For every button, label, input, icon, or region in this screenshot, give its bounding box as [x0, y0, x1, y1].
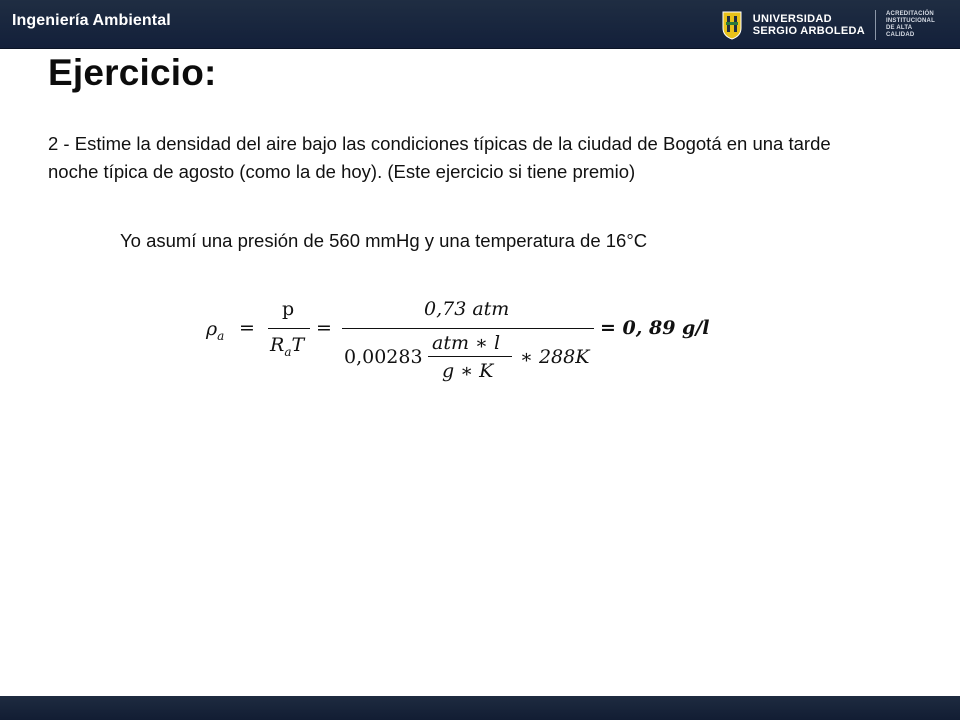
slide-title: Ejercicio: — [48, 52, 217, 93]
logo-divider — [875, 10, 876, 40]
formula-gas-constant: 0,00283 — [344, 346, 423, 368]
university-logo — [721, 8, 934, 42]
header-banner — [0, 0, 960, 49]
unit-numerator: atm ∗ l — [432, 332, 501, 354]
formula-equals-2: = — [316, 317, 332, 339]
fraction-bar-2 — [342, 328, 594, 329]
university-crest-icon — [721, 10, 743, 40]
university-name: UNIVERSIDAD SERGIO ARBOLEDA — [752, 13, 865, 37]
formula-numerator-pressure: 0,73 atm — [424, 298, 510, 320]
density-formula — [0, 290, 960, 400]
formula-lhs: $\rho_a$ — [206, 318, 225, 343]
formula-denominator-RaT: $R_aT$ — [270, 334, 305, 359]
assumption-text: Yo asumí una presión de 560 mmHg y una temperatura de 16°C — [120, 230, 648, 251]
unit-denominator: g ∗ K — [442, 360, 494, 382]
footer-bar — [0, 696, 960, 720]
fraction-bar-1 — [268, 328, 310, 329]
formula-temperature: ∗ 288K — [520, 346, 590, 368]
accreditation-label: ACREDITACIÓN INSTITUCIONAL DE ALTA CALIDAD — [886, 11, 935, 38]
formula-numerator-p: p — [282, 298, 295, 320]
fraction-bar-units — [428, 356, 512, 357]
formula-equals-1: = — [239, 317, 255, 339]
exercise-statement: 2 - Estime la densidad del aire bajo las condiciones típicas de la ciudad de Bogotá en una tarde noche típica de agosto (como la de hoy). (Este ejercicio si tiene premio) — [48, 133, 831, 182]
formula-result: = 0, 89 g/l — [600, 317, 710, 339]
course-title: Ingeniería Ambiental — [12, 12, 171, 29]
